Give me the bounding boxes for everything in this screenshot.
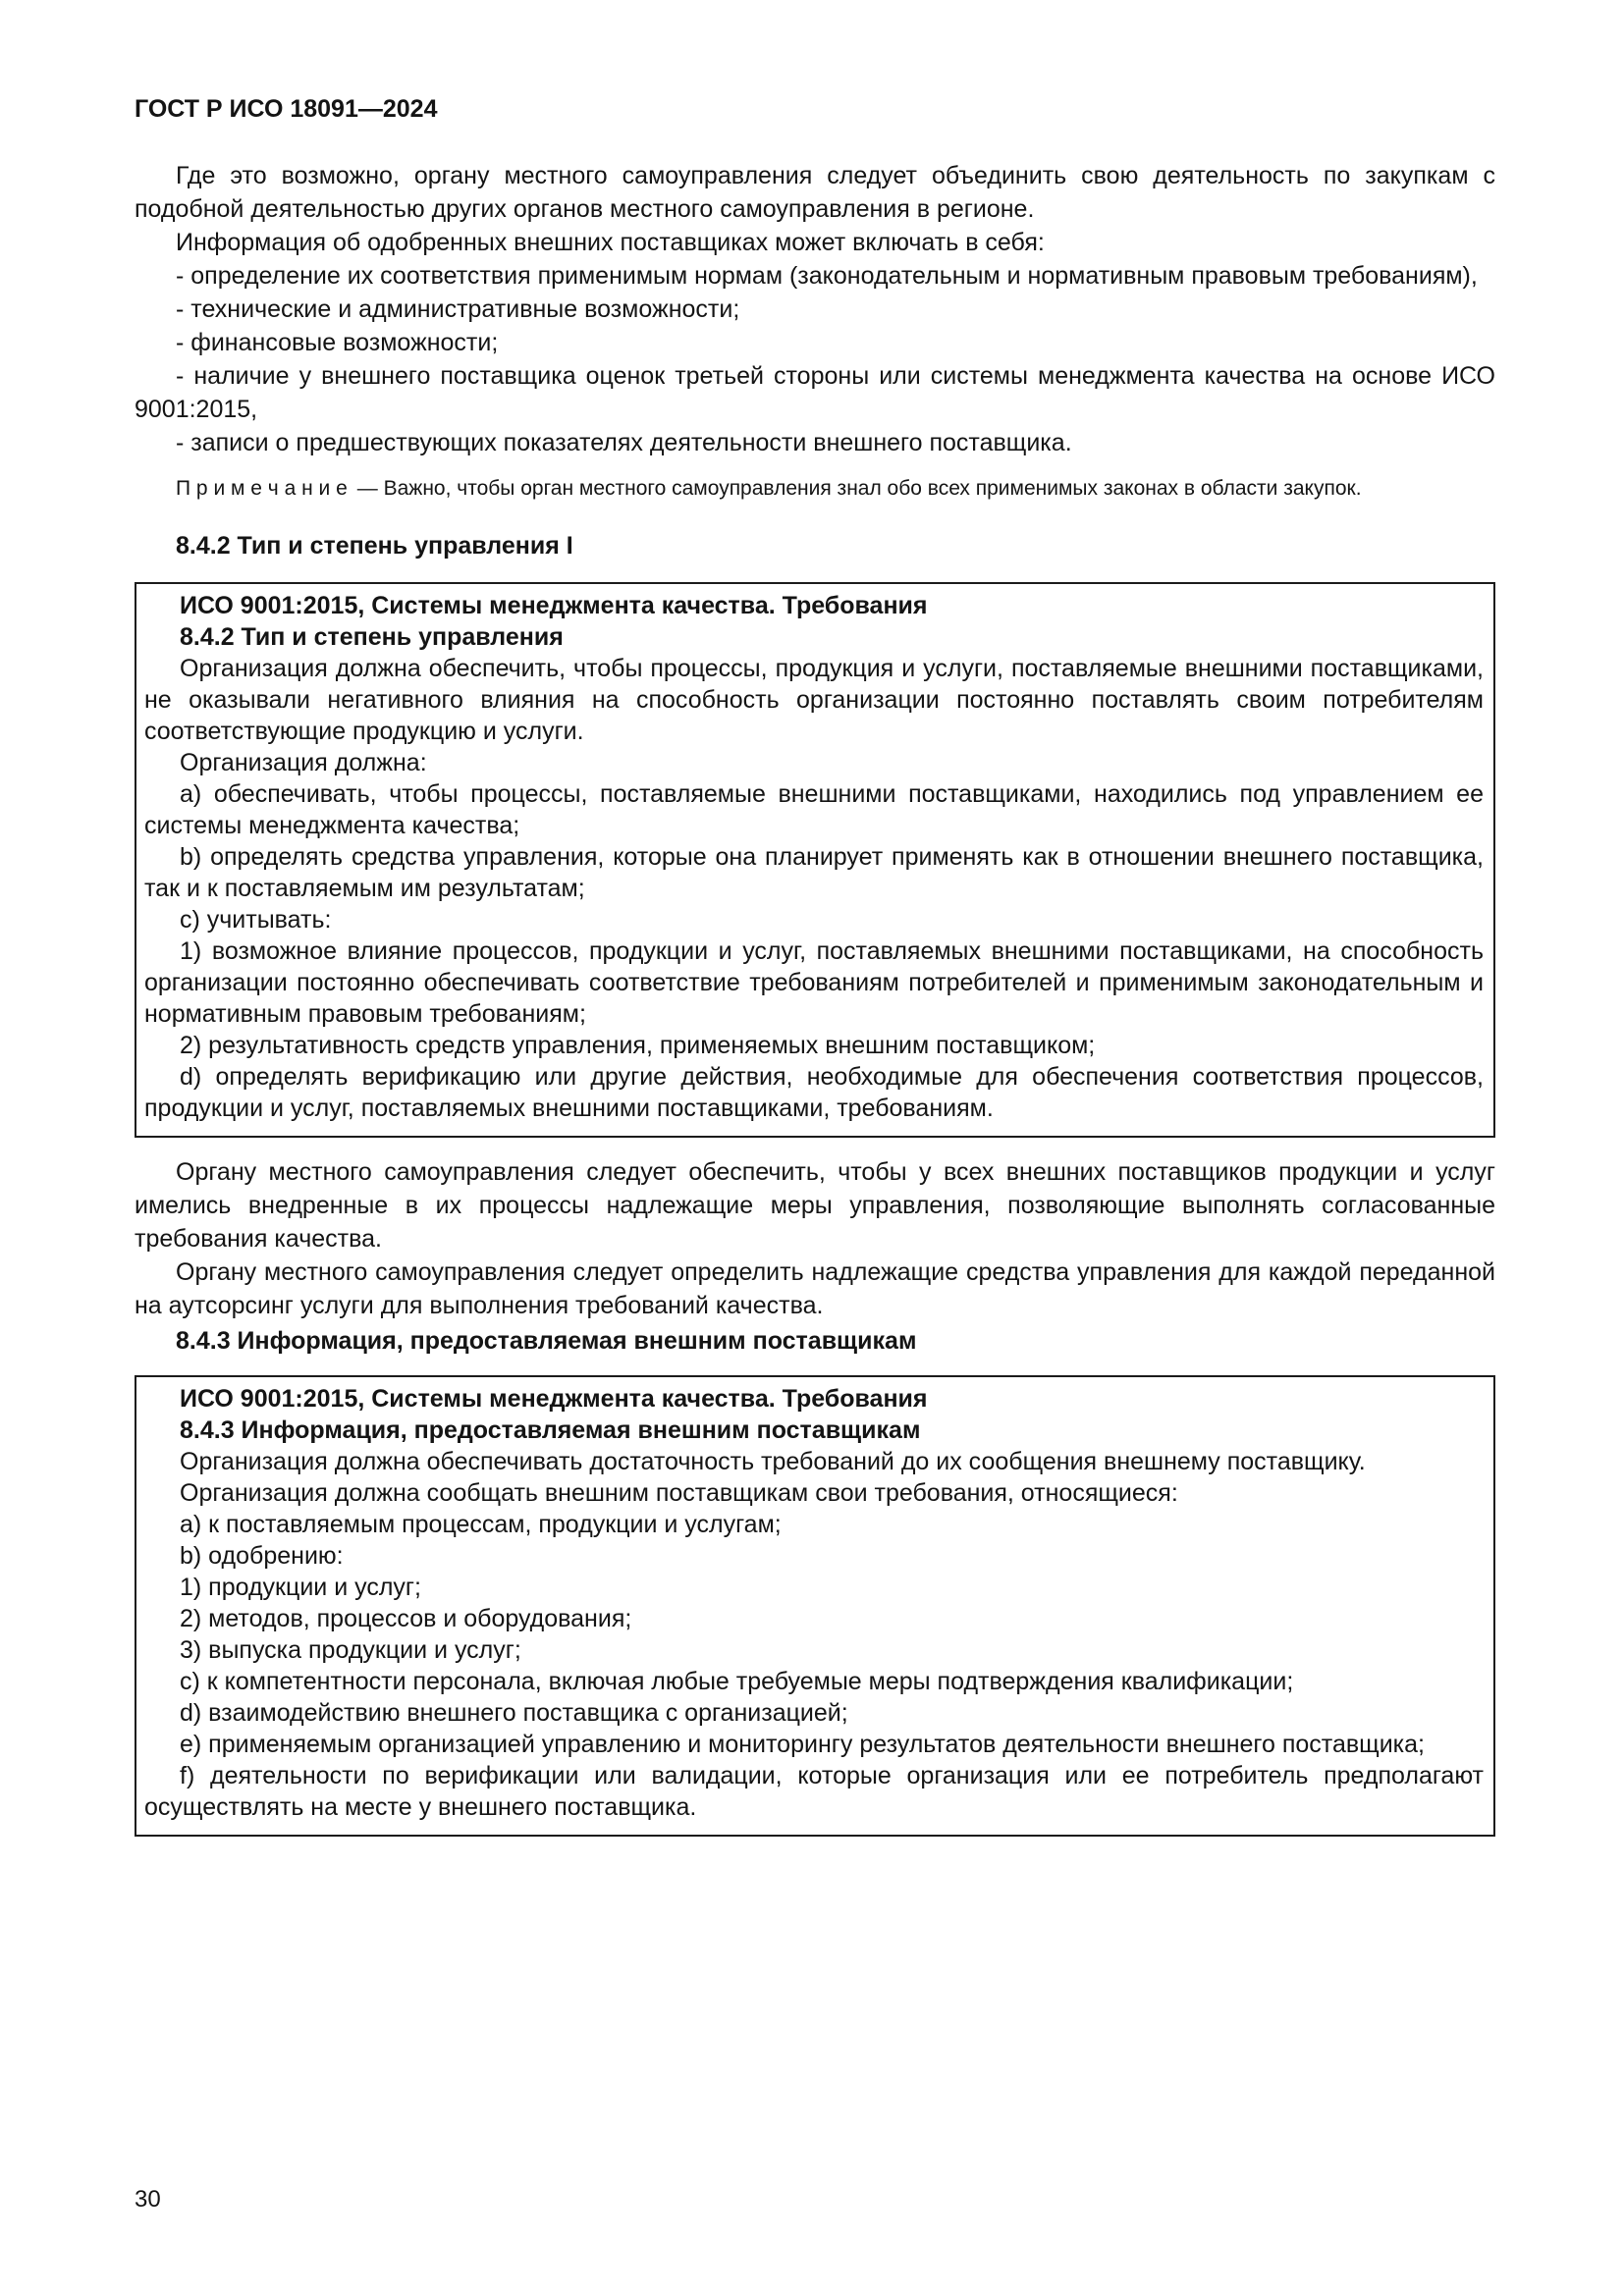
box-list-item-d: d) определять верификацию или другие действия, необходимые для обеспечения соответствия процессов, продукции и услуг, поставляемых внешними поставщиками, требованиям.: [144, 1063, 1484, 1122]
box-sub-item-2: 2) методов, процессов и оборудования;: [180, 1605, 632, 1632]
iso-box-subtitle: 8.4.3 Информация, предоставляемая внешним поставщикам: [180, 1416, 921, 1444]
standard-designation: ГОСТ Р ИСО 18091—2024: [135, 95, 438, 123]
box-paragraph: Организация должна обеспечить, чтобы процессы, продукция и услуги, поставляемые внешними поставщиками, не оказывали негативного влияния на способность организации постоянно поставлять своим потребителям соответствующие продукцию и услуги.: [144, 655, 1484, 745]
paragraph-guidance: Органу местного самоуправления следует определить надлежащие средства управления для каждой переданной на аутсорсинг услуги для выполнения требований качества.: [135, 1258, 1495, 1319]
box-list-item-f: f) деятельности по верификации или валидации, которые организация или ее потребитель предполагают осуществлять на месте у внешнего поставщика.: [144, 1762, 1484, 1821]
box-list-item-c: c) к компетентности персонала, включая любые требуемые меры подтверждения квалификации;: [180, 1668, 1294, 1695]
box-list-item-b: b) одобрению:: [180, 1542, 344, 1570]
page-footer: [135, 2186, 1495, 2214]
note: [135, 475, 1495, 502]
box-sub-item-3: 3) выпуска продукции и услуг;: [180, 1636, 521, 1664]
paragraph-suppliers-info-intro: Информация об одобренных внешних поставщиках может включать в себя:: [176, 229, 1045, 256]
paragraph-procurement-combine: Где это возможно, органу местного самоуправления следует объединить свою деятельность по закупкам с подобной деятельностью других органов местного самоуправления в регионе.: [135, 162, 1495, 223]
box-sub-item-1: 1) продукции и услуг;: [180, 1574, 421, 1601]
section-842-guidance: [135, 1155, 1495, 1322]
box-list-item-d: d) взаимодействию внешнего поставщика с организацией;: [180, 1699, 848, 1727]
box-list-item-e: e) применяемым организацией управлению и мониторингу результатов деятельности внешнего поставщика;: [180, 1731, 1425, 1758]
iso-box-subtitle: 8.4.2 Тип и степень управления: [180, 623, 564, 651]
list-item-dash: - записи о предшествующих показателях деятельности внешнего поставщика.: [176, 429, 1072, 456]
box-paragraph: Организация должна обеспечивать достаточность требований до их сообщения внешнему поставщику.: [180, 1448, 1366, 1475]
box-list-item-c: c) учитывать:: [180, 906, 332, 934]
section-heading-842: 8.4.2 Тип и степень управления I: [176, 532, 573, 560]
box-sub-item-2: 2) результативность средств управления, применяемых внешним поставщиком;: [180, 1032, 1096, 1059]
box-paragraph: Организация должна сообщать внешним поставщикам свои требования, относящиеся:: [180, 1479, 1178, 1507]
paragraph-guidance: Органу местного самоуправления следует обеспечить, чтобы у всех внешних поставщиков продукции и услуг имелись внедренные в их процессы надлежащие меры управления, позволяющие выполнять согласованные требования качества.: [135, 1158, 1495, 1253]
list-item-dash: - финансовые возможности;: [176, 329, 499, 356]
section-heading-843: 8.4.3 Информация, предоставляемая внешним поставщикам: [176, 1327, 917, 1355]
page-number: 30: [135, 2186, 161, 2213]
box-list-item-b: b) определять средства управления, которые она планирует применять как в отношении внешнего поставщика, так и к поставляемым им результатам;: [144, 843, 1484, 902]
list-item-dash: - определение их соответствия применимым нормам (законодательным и нормативным правовым требованиям),: [176, 262, 1478, 290]
iso-quote-box-842: [135, 582, 1495, 1138]
note-label: П р и м е ч а н и е: [176, 477, 348, 500]
list-item-dash: - технические и административные возможности;: [176, 295, 740, 323]
iso-box-title: ИСО 9001:2015, Системы менеджмента качества. Требования: [180, 1385, 928, 1413]
list-item-dash: - наличие у внешнего поставщика оценок третьей стороны или системы менеджмента качества на основе ИСО 9001:2015,: [135, 362, 1495, 423]
iso-quote-box-843: [135, 1375, 1495, 1837]
document-header: [135, 94, 1495, 124]
box-sub-item-1: 1) возможное влияние процессов, продукции и услуг, поставляемых внешними поставщиками, на способность организации постоянно обеспечивать соответствие требованиям потребителей и применимым законодательным и нормативным правовым требованиям;: [144, 937, 1484, 1028]
box-list-item-a: a) обеспечивать, чтобы процессы, поставляемые внешними поставщиками, находились под управлением ее системы менеджмента качества;: [144, 780, 1484, 839]
note-text: — Важно, чтобы орган местного самоуправления знал обо всех применимых законах в области закупок.: [356, 477, 1362, 500]
iso-box-title: ИСО 9001:2015, Системы менеджмента качества. Требования: [180, 592, 928, 619]
box-list-item-a: a) к поставляемым процессам, продукции и услугам;: [180, 1511, 782, 1538]
box-paragraph: Организация должна:: [180, 749, 427, 776]
